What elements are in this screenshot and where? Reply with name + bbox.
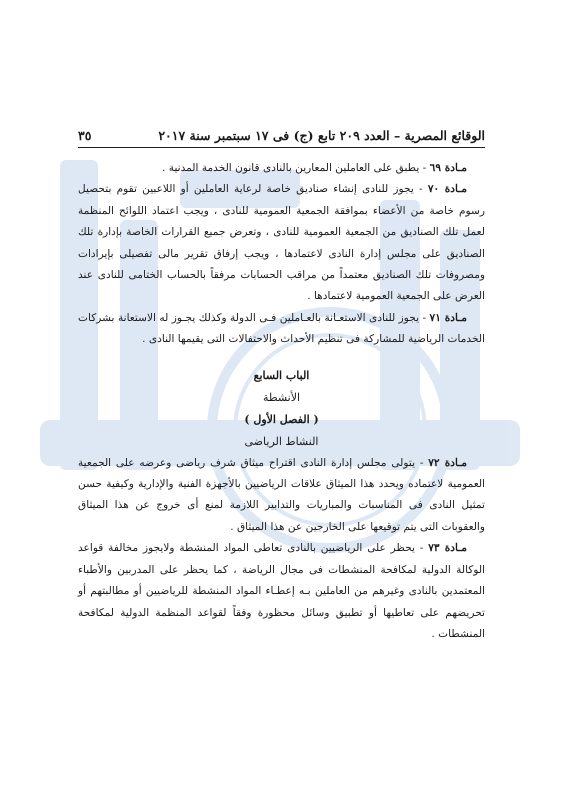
section-heading: النشاط الرياضى: [244, 434, 319, 448]
article-71-label: مـادة ٧١: [429, 311, 467, 324]
article-73-label: مـادة ٧٣: [428, 542, 468, 555]
article-73-text: - يحظر على الرياضيين بالنادى تعاطى المواد المنشطة ولايجوز مخالفة قواعد الوكالة الدولية لمكافحة المنشطات فى مجال الرياضة ، كما يحظر على المدربين والأطباء المعتمدين بالنادى وغيرهم من العاملين بـه إعطـاء المواد المنشطة للرياضيين أو مطالبتهم أو تحريضهم على تعاطيها أو تطبيق وسائل محظورة وفقاً لقواعد المنظمة الدولية لمكافحة المنشطات .: [78, 542, 485, 640]
article-69-text: - يطبق على العاملين المعارين بالنادى قانون الخدمة المدنية .: [162, 162, 430, 174]
page-number: ٣٥: [78, 128, 92, 143]
article-71-text: - يجوز للنادى الاستعـانة بالعـاملين فـى الدولة وكذلك يجـوز له الاستعانة بشركات الخدمات الرياضية للمشاركة فى تنظيم الأحداث والاحتفالات التى يقيمها النادى .: [78, 311, 485, 346]
document-page: [78, 128, 485, 645]
article-70-label: مـادة ٧٠: [427, 183, 468, 196]
header-title: الوقائع المصرية – العدد ٢٠٩ تابع (ج) فى ١٧ سبتمبر سنة ٢٠١٧: [158, 128, 485, 143]
article-70: [78, 179, 485, 307]
article-69: [78, 158, 485, 179]
article-72: [78, 453, 485, 539]
article-71: [78, 308, 485, 351]
article-73: [78, 538, 485, 645]
activities-heading: الأنشطة: [262, 390, 301, 404]
article-72-label: مـادة ٧٢: [428, 456, 468, 469]
part-heading: الباب السابع: [253, 368, 310, 382]
page-header: [78, 128, 485, 147]
chapter-heading: ( الفصل الأول ): [244, 412, 319, 426]
header-divider: [78, 147, 485, 148]
article-69-label: مـادة ٦٩: [429, 162, 467, 174]
article-70-text: - يجوز للنادى إنشاء صناديق خاصة لرعاية العاملين أو اللاعبين تقوم بتحصيل رسوم خاصة من الأعضاء بموافقة الجمعية العمومية للنادى ، ويجب اعتماد اللوائح المنظمة لعمل تلك الصناديق من الجمعية العمومية للنادى ، وتعرض جميع القرارات الخاصة بإدارة تلك الصناديق على مجلس إدارة النادى لاعتمادها ، ويجب إرفاق تقرير مالى تفصيلى بإيرادات ومصروفات تلك الصناديق معتمداً من مراقب الحسابات مرفقاً بالحساب الختامى للنادى عند العرض على الجمعية العمومية لاعتمادها .: [78, 183, 485, 303]
article-72-text: - يتولى مجلس إدارة النادى اقتراح ميثاق شرف رياضى وعرضه على الجمعية العمومية لاعتماده ويحدد هذا الميثاق علاقات الرياضيين بالأجهزة الفنية والإدارية وكيفية حسن تمثيل النادى فى المناسبات والمباريات والتدابير اللازمة لمنع أى خروج عن هذا الميثاق والعقوبات التى يتم توقيعها على الخارجين عن هذا الميثاق .: [78, 456, 485, 533]
